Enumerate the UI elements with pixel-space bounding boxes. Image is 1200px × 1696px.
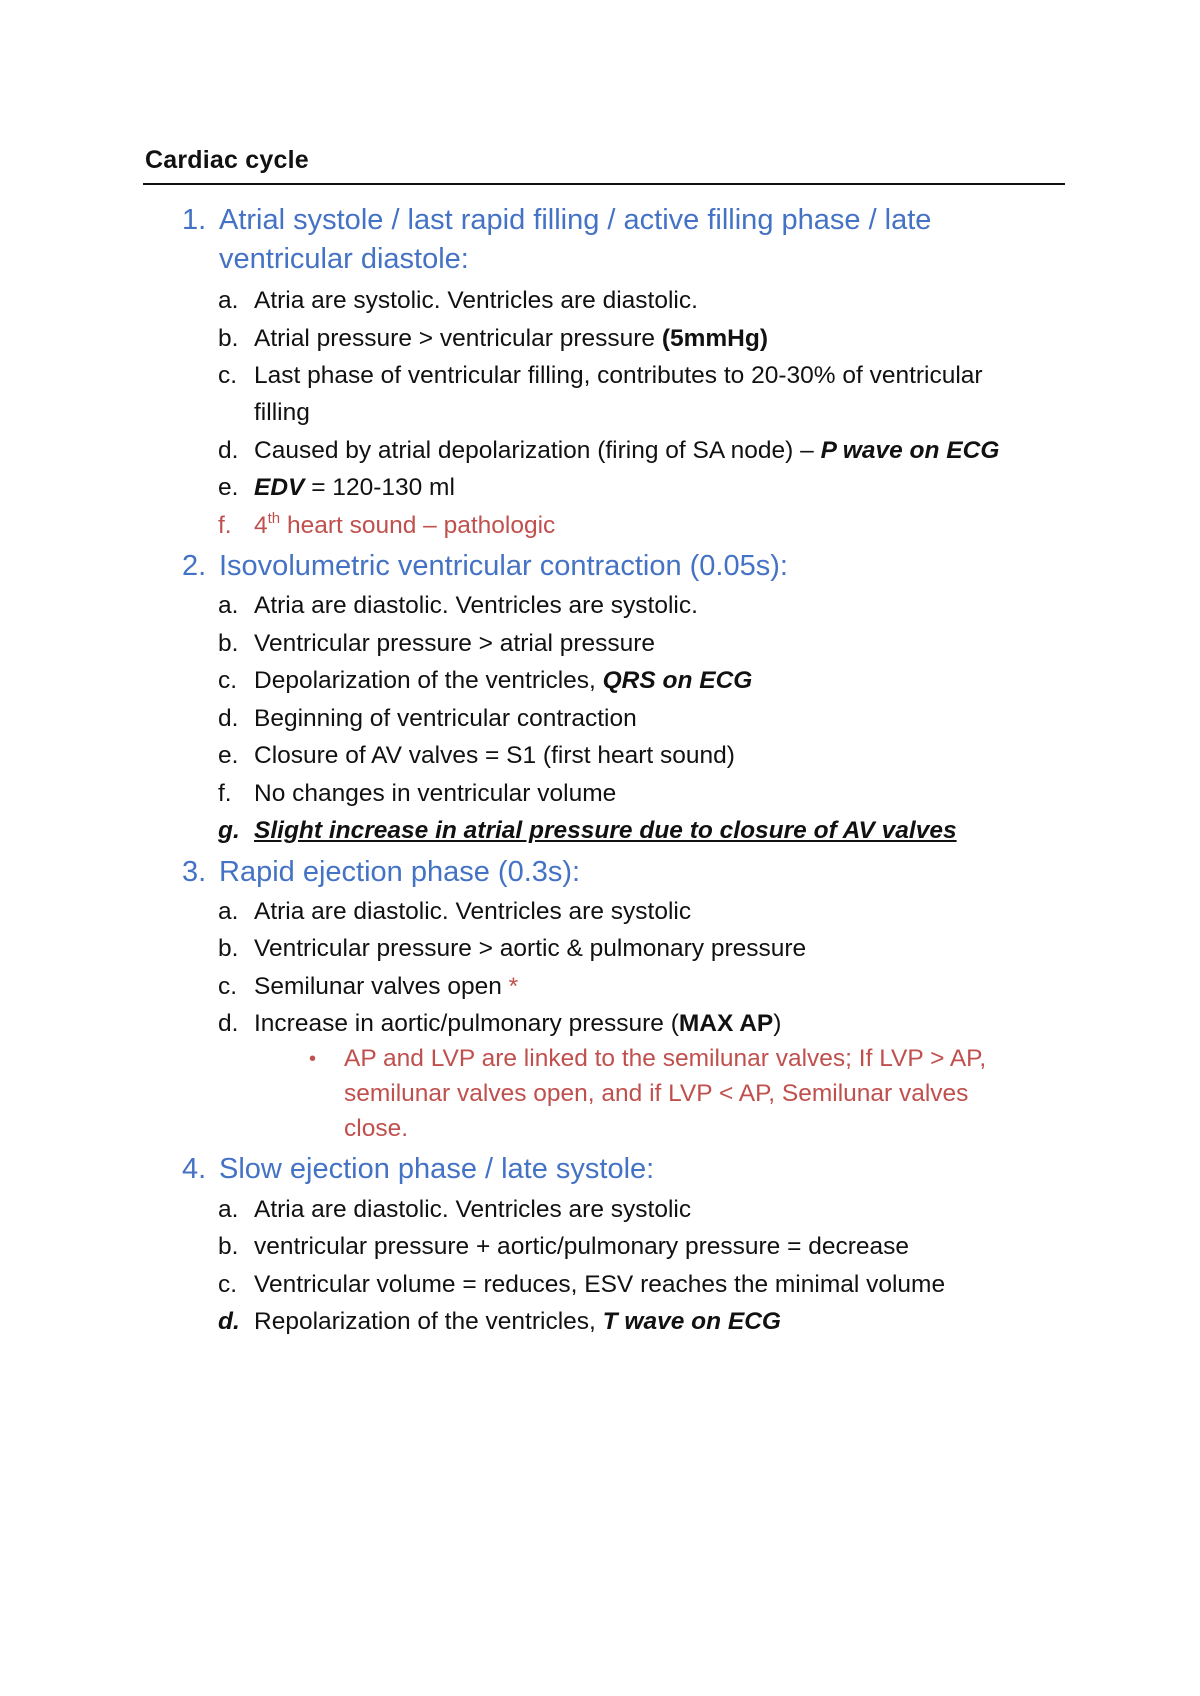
list-marker: g. — [218, 817, 240, 844]
list-item: Ventricular pressure > atrial pressure — [254, 630, 656, 657]
section-4-heading: Slow ejection phase / late systole: — [219, 1153, 655, 1185]
note-line-3: close. — [344, 1115, 409, 1142]
list-item: Atria are diastolic. Ventricles are systolic — [254, 898, 692, 925]
list-item: Ventricular volume = reduces, ESV reaches the minimal volume — [254, 1271, 946, 1298]
section-1-number: 1. — [182, 204, 207, 236]
section-2-number: 2. — [182, 550, 207, 582]
list-item: Caused by atrial depolarization (firing of SA node) – P wave on ECG — [254, 437, 1000, 464]
edv-label: EDV — [254, 474, 305, 501]
list-item: Atria are systolic. Ventricles are diastolic. — [254, 287, 698, 314]
list-marker: b. — [218, 325, 239, 352]
section-3-number: 3. — [182, 856, 207, 888]
asterisk-mark: * — [508, 973, 519, 1000]
max-ap-label: MAX AP — [678, 1010, 774, 1037]
list-item: Atria are diastolic. Ventricles are systolic — [254, 1196, 692, 1223]
list-item: Increase in aortic/pulmonary pressure (MAX AP) — [254, 1010, 782, 1037]
list-item-emphasized: Slight increase in atrial pressure due to closure of AV valves — [254, 817, 957, 844]
list-marker: a. — [218, 592, 239, 619]
list-item: 4th heart sound – pathologic — [254, 510, 556, 539]
list-marker: a. — [218, 287, 239, 314]
bullet-icon: • — [309, 1048, 317, 1070]
list-marker: d. — [218, 1308, 240, 1335]
list-marker: c. — [218, 973, 238, 1000]
section-4-number: 4. — [182, 1153, 207, 1185]
list-marker: d. — [218, 437, 239, 464]
note-line-2: semilunar valves open, and if LVP < AP, Semilunar valves — [344, 1080, 969, 1107]
list-item-line-1: Last phase of ventricular filling, contributes to 20-30% of ventricular — [254, 362, 983, 389]
list-item: EDV = 120-130 ml — [254, 474, 455, 501]
note-line-1: AP and LVP are linked to the semilunar valves; If LVP > AP, — [344, 1045, 987, 1072]
ecg-wave-label: T wave on ECG — [602, 1308, 781, 1335]
list-marker: e. — [218, 742, 239, 769]
list-marker: c. — [218, 667, 238, 694]
list-item: Atrial pressure > ventricular pressure (5mmHg) — [254, 325, 768, 352]
list-marker: c. — [218, 362, 238, 389]
list-item: Ventricular pressure > aortic & pulmonary pressure — [254, 935, 807, 962]
page-title: Cardiac cycle — [145, 146, 309, 174]
list-item: Beginning of ventricular contraction — [254, 705, 637, 732]
section-3-heading: Rapid ejection phase (0.3s): — [219, 856, 581, 888]
ecg-wave-label: P wave on ECG — [820, 437, 1000, 464]
list-item: Semilunar valves open * — [254, 973, 519, 1000]
list-marker: f. — [218, 512, 232, 539]
list-item: Closure of AV valves = S1 (first heart sound) — [254, 742, 735, 769]
list-marker: a. — [218, 898, 239, 925]
list-marker: b. — [218, 1233, 239, 1260]
list-item: No changes in ventricular volume — [254, 780, 617, 807]
section-2-heading: Isovolumetric ventricular contraction (0.05s): — [219, 550, 788, 582]
list-marker: f. — [218, 780, 232, 807]
list-marker: d. — [218, 705, 239, 732]
list-item: Depolarization of the ventricles, QRS on ECG — [254, 667, 753, 694]
section-1-heading-line-2: ventricular diastole: — [219, 243, 469, 275]
list-marker: b. — [218, 630, 239, 657]
list-marker: c. — [218, 1271, 238, 1298]
title-underline-rule — [143, 183, 1065, 185]
list-marker: e. — [218, 474, 239, 501]
list-item: Repolarization of the ventricles, T wave on ECG — [254, 1308, 781, 1335]
list-item: Atria are diastolic. Ventricles are systolic. — [254, 592, 698, 619]
pressure-value: (5mmHg) — [661, 325, 768, 352]
ecg-wave-label: QRS on ECG — [602, 667, 753, 694]
list-marker: d. — [218, 1010, 239, 1037]
list-item-line-2: filling — [254, 399, 310, 426]
list-item: ventricular pressure + aortic/pulmonary pressure = decrease — [254, 1233, 910, 1260]
section-1-heading-line-1: Atrial systole / last rapid filling / active filling phase / late — [219, 204, 932, 236]
list-marker: b. — [218, 935, 239, 962]
list-marker: a. — [218, 1196, 239, 1223]
